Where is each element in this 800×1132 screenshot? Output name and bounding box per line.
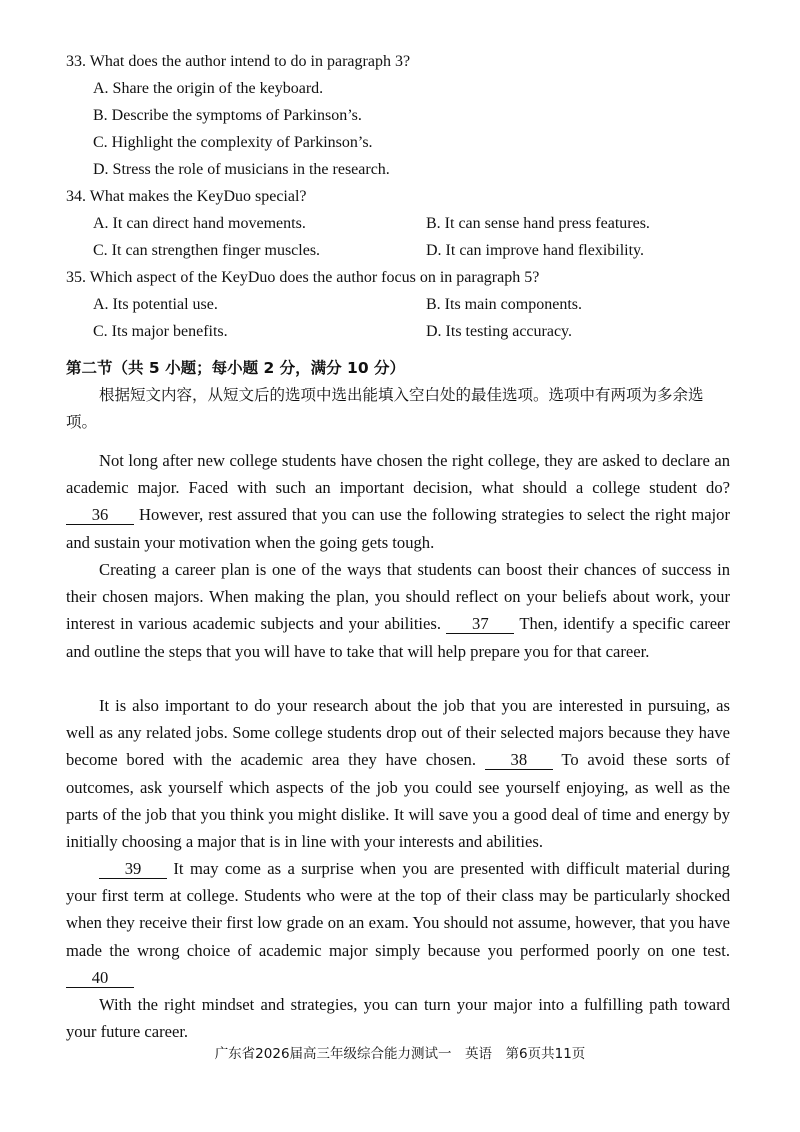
question-34-option-b: B. It can sense hand press features. (426, 215, 650, 232)
passage-paragraph-1 (66, 447, 730, 556)
blank-40: 40 (66, 969, 134, 988)
section-heading: 第二节（共 5 小题；每小题 2 分，满分 10 分） (66, 359, 406, 377)
question-35-option-d: D. Its testing accuracy. (426, 323, 573, 340)
question-33-option-d: D. Stress the role of musicians in the research. (93, 161, 390, 178)
blank-37: 37 (446, 615, 514, 634)
question-35-option-c: C. Its major benefits. (93, 323, 228, 340)
question-34-option-c: C. It can strengthen finger muscles. (93, 242, 321, 259)
blank-36: 36 (66, 506, 134, 525)
page-footer: 广东省2026届高三年级综合能力测试一 英语 第6页共11页 (214, 1046, 586, 1062)
passage-paragraph-4 (66, 855, 730, 991)
section-instruction: 根据短文内容，从短文后的选项中选出能填入空白处的最佳选项。选项中有两项为多余选项。 (66, 386, 704, 431)
question-33-stem: 33. What does the author intend to do in paragraph 3? (66, 53, 411, 70)
question-34-option-a: A. It can direct hand movements. (93, 215, 306, 232)
question-34-option-d: D. It can improve hand flexibility. (426, 242, 645, 259)
paragraph-3-text-b: To avoid these sorts of outcomes, ask yourself which aspects of the job you could see yourself enjoying, as well as the parts of the job that you think you might dislike. It will save you a good deal of time and energy by initially choosing a major that is in line with your interests and abilities. (66, 750, 730, 852)
paragraph-3-text-a: It is also important to do your research about the job that you are interested in pursuing, as well as any related jobs. Some college students drop out of their selected majors because they have become bored with the academic area they have chosen. (66, 696, 730, 770)
question-34-stem: 34. What makes the KeyDuo special? (66, 188, 307, 205)
question-33-option-a: A. Share the origin of the keyboard. (93, 80, 324, 97)
question-35-option-a: A. Its potential use. (93, 296, 218, 313)
blank-39: 39 (99, 860, 167, 879)
paragraph-2-text-a: Creating a career plan is one of the ways that students can boost their chances of success in their chosen majors. When making the plan, you should reflect on your beliefs about work, your interest in various academic subjects and your abilities. (66, 560, 730, 634)
passage-paragraph-2 (66, 556, 730, 665)
passage-paragraph-3 (66, 692, 730, 855)
question-33-option-c: C. Highlight the complexity of Parkinson’s. (93, 134, 373, 151)
paragraph-2-text-b: Then, identify a specific career and outline the steps that you will have to take that will help prepare you for that career. (66, 614, 730, 661)
question-35-option-b: B. Its main components. (426, 296, 582, 313)
question-35-stem: 35. Which aspect of the KeyDuo does the author focus on in paragraph 5? (66, 269, 540, 286)
passage-paragraph-5: With the right mindset and strategies, you can turn your major into a fulfilling path toward your future career. (66, 995, 730, 1042)
paragraph-4-text-a: It may come as a surprise when you are presented with difficult material during your first term at college. Students who were at the top of their class may be particularly shocked when they receive their first low grade on an exam. You should not assume, however, that you have made the wrong choice of academic major simply because you performed poorly on one test. (66, 859, 730, 960)
blank-38: 38 (485, 751, 553, 770)
paragraph-1-text-b: However, rest assured that you can use the following strategies to select the right major and sustain your motivation when the going gets tough. (66, 505, 730, 552)
paragraph-1-text-a: Not long after new college students have chosen the right college, they are asked to declare an academic major. Faced with such an important decision, what should a college student do? (66, 451, 730, 498)
question-33-option-b: B. Describe the symptoms of Parkinson’s. (93, 107, 362, 124)
